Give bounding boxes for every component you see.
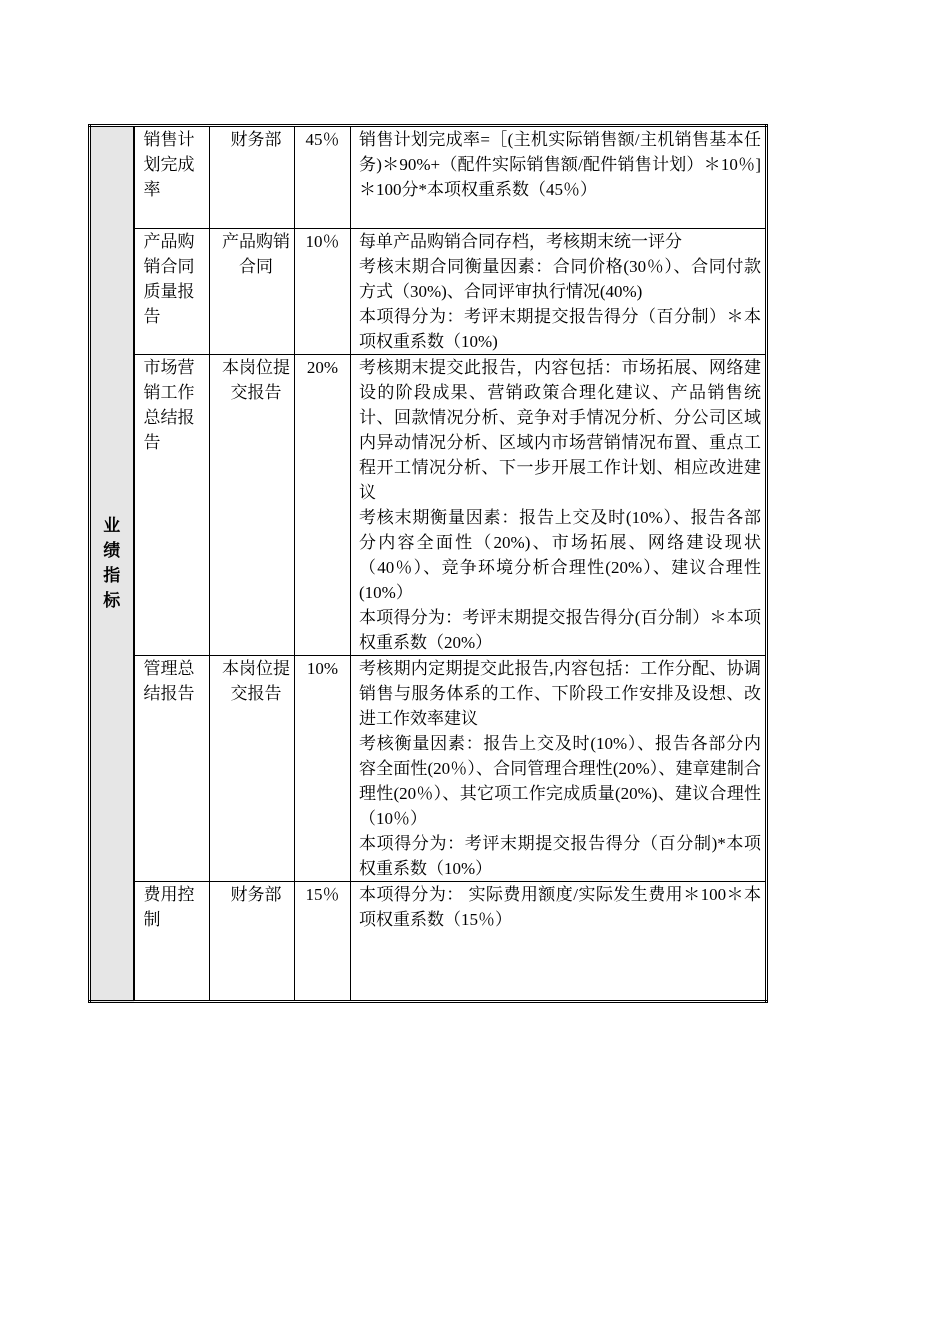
source-dept: 财务部	[230, 130, 282, 149]
weight-value: 10％	[305, 232, 340, 251]
category-label: 业绩指标	[103, 515, 121, 611]
source-dept: 本岗位提交报告	[222, 659, 290, 703]
table-row	[90, 882, 767, 1002]
description-cell	[351, 355, 767, 656]
description-line: 本项得分为：考评末期提交报告得分(百分制）＊本项权重系数（20%）	[359, 608, 761, 652]
weight-cell	[295, 126, 351, 229]
description-cell	[351, 882, 767, 1002]
indicator-name-cell	[134, 882, 210, 1002]
indicator-name-cell	[134, 126, 210, 229]
table-row	[90, 229, 767, 355]
table-row	[90, 355, 767, 656]
description-line: 考核末期衡量因素：报告上交及时(10%）、报告各部分内容全面性（20%)、市场拓展、网络建设现状（40％）、竞争环境分析合理性(20%）、建议合理性(10%）	[359, 508, 761, 602]
indicator-name: 市场营销工作总结报告	[143, 358, 195, 452]
table-row	[90, 126, 767, 229]
indicator-name: 管理总结报告	[143, 659, 195, 703]
weight-value: 15％	[305, 885, 340, 904]
indicator-name: 费用控制	[143, 885, 195, 929]
indicator-name-cell	[134, 355, 210, 656]
source-dept-cell	[210, 882, 295, 1002]
weight-cell	[295, 355, 351, 656]
description-line: 考核衡量因素：报告上交及时(10%）、报告各部分内容全面性(20％）、合同管理合理性(20%）、建章建制合理性(20％）、其它项工作完成质量(20%)、建议合理性（10％）	[359, 734, 761, 828]
description-cell	[351, 126, 767, 229]
indicator-name-cell	[134, 656, 210, 882]
description-line: 本项得分为： 实际费用额度/实际发生费用＊100＊本项权重系数（15％）	[359, 885, 761, 929]
description-line: 销售计划完成率=［(主机实际销售额/主机销售基本任务)＊90%+（配件实际销售额/配件销售计划）＊10％]＊100分*本项权重系数（45％）	[359, 130, 761, 199]
weight-value: 10%	[306, 659, 339, 678]
kpi-table	[88, 124, 768, 1003]
description-cell	[351, 656, 767, 882]
weight-cell	[295, 656, 351, 882]
description-line: 每单产品购销合同存档，考核期末统一评分	[359, 232, 682, 251]
source-dept-cell	[210, 656, 295, 882]
indicator-name-cell	[134, 229, 210, 355]
description-cell	[351, 229, 767, 355]
weight-value: 45％	[305, 130, 340, 149]
category-cell	[90, 126, 134, 1002]
source-dept-cell	[210, 229, 295, 355]
weight-cell	[295, 229, 351, 355]
description-line: 本项得分为：考评末期提交报告得分（百分制）＊本项权重系数（10%)	[359, 307, 761, 351]
table-row	[90, 656, 767, 882]
source-dept-cell	[210, 126, 295, 229]
indicator-name: 产品购销合同质量报告	[143, 232, 195, 326]
weight-value: 20%	[306, 358, 339, 377]
description-line: 考核期内定期提交此报告,内容包括：工作分配、协调销售与服务体系的工作、下阶段工作安排及设想、改进工作效率建议	[359, 659, 761, 728]
weight-cell	[295, 882, 351, 1002]
description-line: 本项得分为：考评末期提交报告得分（百分制)*本项权重系数（10%）	[359, 834, 761, 878]
source-dept: 财务部	[230, 885, 282, 904]
description-line: 考核末期合同衡量因素：合同价格(30％）、合同付款方式（30%)、合同评审执行情况(40%)	[359, 257, 761, 301]
source-dept: 本岗位提交报告	[222, 358, 290, 402]
indicator-name: 销售计划完成率	[143, 130, 195, 199]
source-dept-cell	[210, 355, 295, 656]
description-line: 考核期末提交此报告，内容包括：市场拓展、网络建设的阶段成果、营销政策合理化建议、产品销售统计、回款情况分析、竞争对手情况分析、分公司区域内异动情况分析、区域内市场营销情况布置、重点工程开工情况分析、下一步开展工作计划、相应改进建议	[359, 358, 761, 502]
source-dept: 产品购销合同	[222, 232, 290, 276]
